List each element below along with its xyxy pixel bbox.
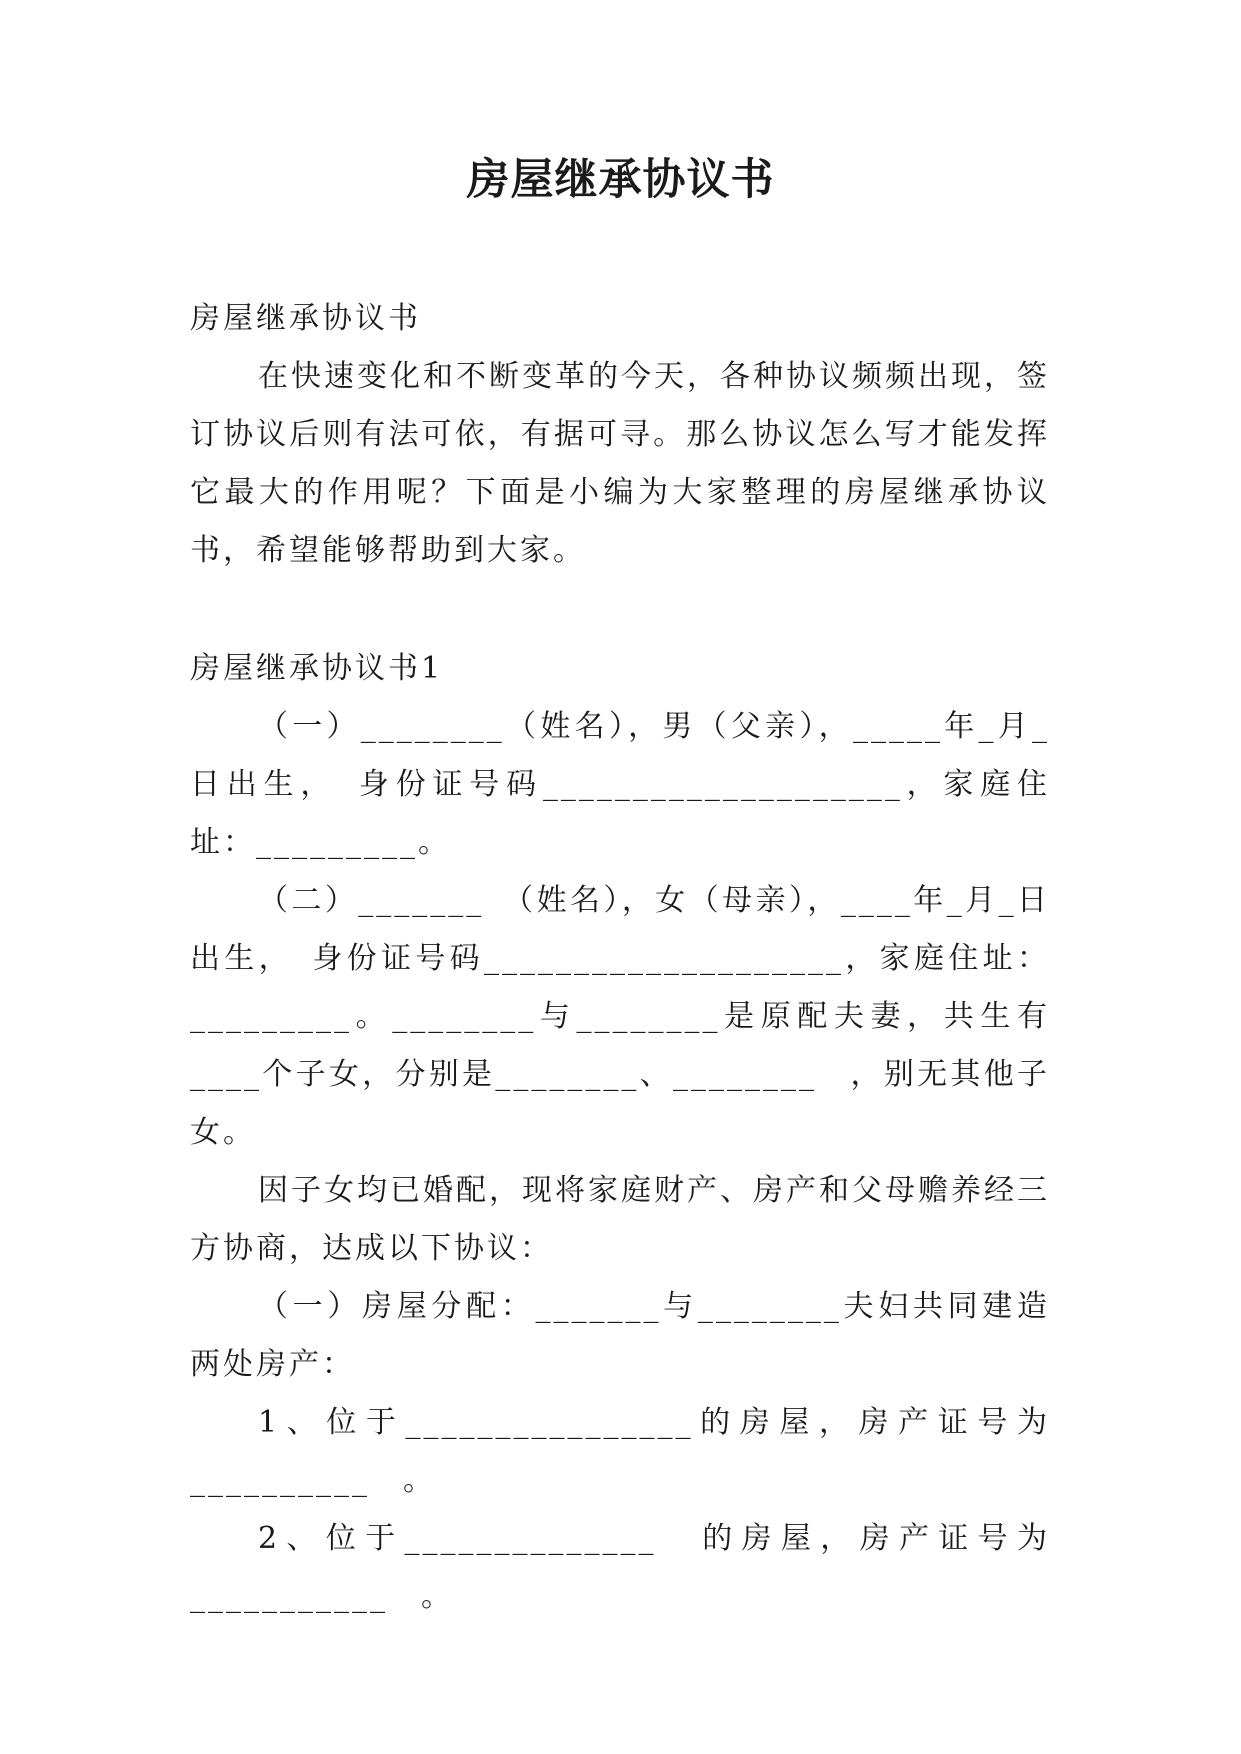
house-item-1: 1、位于________________的房屋，房产证号为__________ 。 <box>190 1405 1050 1498</box>
party-mother-paragraph: （二）_______ （姓名），女（母亲），____年_月_日出生， 身份证号码____________________，家庭住址：_________。________与________是原配夫妻，共生有____个子女，分别是________、________ ，别无其他子女。 <box>190 883 1050 1150</box>
house-allocation-paragraph: （一）房屋分配：_______与________夫妇共同建造两处房产： <box>190 1289 1050 1382</box>
section-heading: 房屋继承协议书1 <box>190 651 444 686</box>
document-title: 房屋继承协议书 <box>466 155 775 205</box>
house-item-2: 2、位于______________ 的房屋，房产证号为___________ 。 <box>190 1521 1050 1614</box>
document-subtitle: 房屋继承协议书 <box>190 301 421 336</box>
intro-paragraph: 在快速变化和不断变革的今天，各种协议频频出现，签订协议后则有法可依，有据可寻。那么协议怎么写才能发挥它最大的作用呢？下面是小编为大家整理的房屋继承协议书，希望能够帮助到大家。 <box>190 359 1050 568</box>
paragraph-spacer <box>190 580 1050 640</box>
party-father-paragraph: （一）________（姓名），男（父亲），_____年_月_日出生， 身份证号码____________________，家庭住址：_________。 <box>190 709 1050 860</box>
consensus-paragraph: 因子女均已婚配，现将家庭财产、房产和父母赡养经三方协商，达成以下协议： <box>190 1173 1050 1266</box>
document-body <box>190 290 1050 1626</box>
